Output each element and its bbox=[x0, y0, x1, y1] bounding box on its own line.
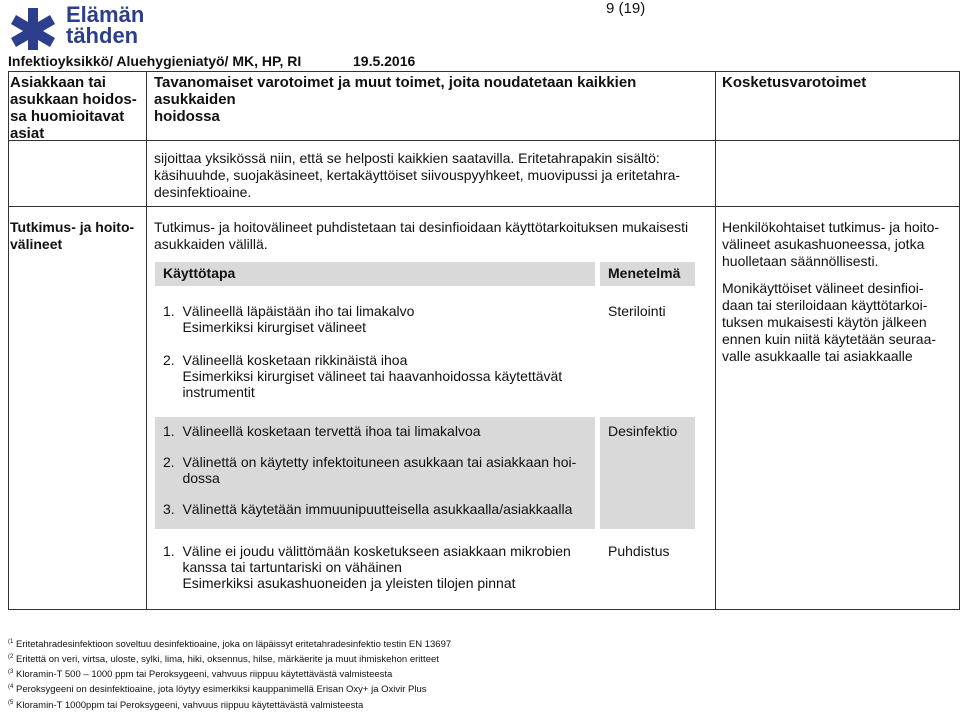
footnote-mark: (1 bbox=[8, 639, 14, 645]
group-sterilointi bbox=[163, 303, 593, 400]
header-col1-line: asiat bbox=[10, 125, 45, 142]
group-puhdistus bbox=[163, 543, 593, 591]
method-desinfektio: Desinfektio bbox=[608, 423, 678, 439]
row-label-line: välineet bbox=[10, 236, 63, 252]
footnote-mark: (3 bbox=[8, 669, 14, 676]
table-border-left bbox=[8, 71, 9, 609]
list-item bbox=[163, 423, 593, 439]
header-col2-line: Tavanomaiset varotoimet ja muut toimet, joita noudatetaan kaikkien asukkaiden bbox=[154, 74, 637, 108]
footnote-mark: (5 bbox=[8, 699, 14, 706]
row-label-line: Tutkimus- ja hoito- bbox=[10, 219, 135, 235]
contact-line: huolletaan säännöllisesti. bbox=[722, 253, 879, 269]
list-item bbox=[163, 543, 593, 591]
header-col2 bbox=[154, 74, 714, 125]
continuation-line: sijoittaa yksikössä niin, että se helposti kaikkien saatavilla. Eritetahrapakin sisältö: bbox=[154, 150, 660, 166]
list-item-line: Esimerkiksi kirurgiset välineet tai haavanhoidossa käytettävät bbox=[163, 368, 563, 384]
header-col1-line: Asiakkaan tai bbox=[10, 74, 106, 91]
intro-line: asukkaiden välillä. bbox=[154, 236, 268, 252]
list-item-line: 3. Välinettä käytetään immuunipuutteisella asukkaalla/asiakkaalla bbox=[163, 501, 573, 517]
group-desinfektio bbox=[163, 423, 593, 517]
intro-line: Tutkimus- ja hoitovälineet puhdistetaan tai desinfioidaan käyttötarkoituksen mukaisesti bbox=[154, 219, 689, 235]
contact-line: välineet asukashuoneessa, jotka bbox=[722, 236, 925, 252]
contact-line: daan tai steriloidaan käyttötarkoi- bbox=[722, 297, 928, 313]
subheader-usage: Käyttötapa bbox=[163, 265, 236, 281]
intro-text bbox=[154, 219, 714, 253]
contact-precautions-text bbox=[722, 219, 956, 365]
footnote-text: Eritetahradesinfektioon soveltuu desinfektioaine, joka on läpäissyt eritetahradesinfektio testin EN 13697 bbox=[15, 639, 452, 651]
list-item-line: kanssa tai tartuntariski on vähäinen bbox=[163, 559, 402, 575]
footnote bbox=[8, 651, 451, 666]
contact-line: Henkilökohtaiset tutkimus- ja hoito- bbox=[722, 219, 940, 235]
footnote bbox=[8, 666, 451, 681]
method-puhdistus: Puhdistus bbox=[608, 543, 670, 559]
list-item-line: 1. Väline ei joudu välittömään kosketukseen asiakkaan mikrobien bbox=[163, 543, 571, 559]
document-meta: Infektioyksikkö/ Aluehygieniatyö/ MK, HP, RI bbox=[8, 53, 302, 69]
footnote-mark: (4 bbox=[8, 684, 14, 691]
table-border-col1 bbox=[146, 71, 147, 609]
footnotes bbox=[8, 636, 451, 712]
continuation-line: desinfektioaine. bbox=[154, 184, 252, 200]
footnote bbox=[8, 636, 451, 651]
footnote-text: Kloramin-T 500 – 1000 ppm tai Peroksygeeni, vahvuus riippuu käytettävästä valmisteesta bbox=[15, 669, 393, 681]
list-item bbox=[163, 501, 593, 517]
header-col1-line: sa huomioitavat bbox=[10, 108, 125, 125]
logo-line-1: Elämän bbox=[66, 2, 145, 27]
page-number: 9 (19) bbox=[606, 0, 646, 17]
list-item-line: 1. Välineellä kosketaan tervettä ihoa tai limakalvoa bbox=[163, 423, 481, 439]
list-item bbox=[163, 303, 593, 335]
contact-line: ennen kuin niitä käytetään seuraa- bbox=[722, 331, 937, 347]
list-item-line: Esimerkiksi kirurgiset välineet bbox=[163, 319, 367, 335]
footnote-text: Peroksygeeni on desinfektioaine, jota löytyy esimerkiksi kauppanimellä Erisan Oxy+ ja Oxivir Plus bbox=[15, 684, 427, 696]
header-col3: Kosketusvarotoimet bbox=[722, 74, 867, 91]
header-col1-line: asukkaan hoidos- bbox=[10, 91, 137, 108]
contact-para-2 bbox=[722, 280, 956, 365]
contact-para-1 bbox=[722, 219, 956, 270]
list-item-line: instrumentit bbox=[163, 384, 255, 400]
subheader-method: Menetelmä bbox=[608, 265, 681, 281]
header-col1 bbox=[10, 74, 144, 142]
logo-icon bbox=[8, 6, 58, 50]
document-date: 19.5.2016 bbox=[353, 53, 416, 69]
table-header-divider bbox=[8, 140, 960, 141]
list-item-line: dossa bbox=[163, 470, 220, 486]
logo-line-2: tähden bbox=[66, 23, 139, 48]
footnote-mark: (2 bbox=[8, 654, 14, 661]
method-sterilointi: Sterilointi bbox=[608, 303, 666, 319]
footnote bbox=[8, 681, 451, 696]
contact-line: tuksen mukaisesti käytön jälkeen bbox=[722, 314, 927, 330]
continuation-line: käsihuuhde, suojakäsineet, kertakäyttöiset siivouspyyhkeet, muovipussi ja eritetahra- bbox=[154, 167, 681, 183]
list-item bbox=[163, 454, 593, 486]
footnote-text: Kloramin-T 1000ppm tai Peroksygeeni, vahvuus riippuu käytettävästä valmisteesta bbox=[15, 699, 364, 711]
contact-line: valle asukkaalle tai asiakkaalle bbox=[722, 348, 913, 364]
list-item-line: Esimerkiksi asukashuoneiden ja yleisten tilojen pinnat bbox=[163, 575, 516, 591]
row-label bbox=[10, 219, 144, 253]
contact-line: Monikäyttöiset välineet desinfioi- bbox=[722, 280, 924, 296]
table-row-divider bbox=[8, 206, 960, 207]
continuation-text bbox=[154, 150, 714, 201]
table-border-col2 bbox=[715, 71, 716, 609]
footnote bbox=[8, 697, 451, 712]
logo-text bbox=[66, 4, 144, 46]
footnote-text: Eritettä on veri, virtsa, uloste, sylki, lima, hiki, oksennus, hilse, märkäerite ja muut ihmiskehon eritteet bbox=[15, 654, 439, 666]
list-item bbox=[163, 352, 593, 400]
list-item-line: 2. Välinettä on käytetty infektoituneen asukkaan tai asiakkaan hoi- bbox=[163, 454, 577, 470]
list-item-line: 2. Välineellä kosketaan rikkinäistä ihoa bbox=[163, 352, 408, 368]
list-item-line: 1. Välineellä läpäistään iho tai limakalvo bbox=[163, 303, 415, 319]
header-col2-line: hoidossa bbox=[154, 108, 220, 125]
